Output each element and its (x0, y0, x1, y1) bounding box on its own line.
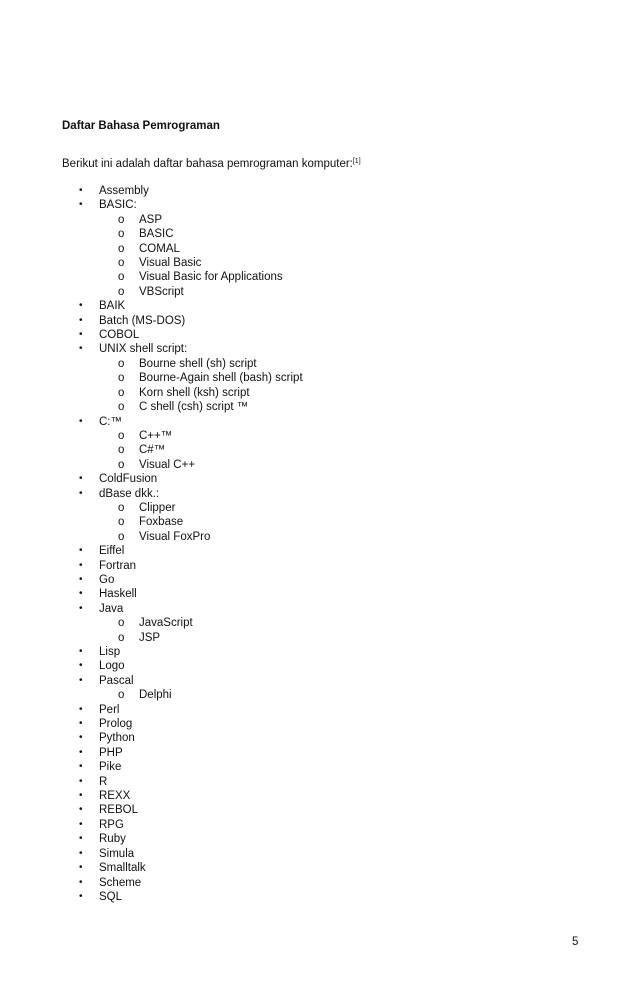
bullet-icon: • (79, 588, 83, 600)
sub-list-item (0, 256, 638, 270)
list-item-label: PHP (99, 746, 123, 759)
sub-list-item (0, 371, 638, 385)
list-item-label: REBOL (99, 804, 138, 817)
list-item-label: Ruby (99, 833, 126, 846)
list-item (0, 803, 638, 817)
list-item-label: Batch (MS-DOS) (99, 314, 186, 327)
list-item (0, 847, 638, 861)
list-item (0, 559, 638, 573)
circle-bullet-icon: o (118, 213, 125, 226)
circle-bullet-icon: o (118, 372, 125, 385)
bullet-icon: • (79, 761, 83, 773)
bullet-icon: • (79, 660, 83, 672)
list-item (0, 184, 638, 198)
sub-list-item (0, 400, 638, 414)
sub-list-item (0, 227, 638, 241)
sub-list-item (0, 458, 638, 472)
bullet-icon: • (79, 847, 83, 859)
list-item-label: Eiffel (99, 545, 125, 558)
list-item-label: BAIK (99, 300, 126, 313)
circle-bullet-icon: o (118, 357, 125, 370)
page-heading: Daftar Bahasa Pemrograman (62, 120, 220, 132)
bullet-icon: • (79, 862, 83, 874)
sub-list-item (0, 285, 638, 299)
bullet-icon: • (79, 559, 83, 571)
sub-list-item-label: VBScript (139, 285, 184, 298)
intro-text: Berikut ini adalah daftar bahasa pemrograman komputer: (62, 158, 353, 170)
sub-list (99, 429, 638, 472)
list-item (0, 659, 638, 673)
list-item-label: Logo (99, 660, 125, 673)
sub-list (99, 616, 638, 645)
list-item (0, 674, 638, 703)
list-item (0, 198, 638, 299)
sub-list-item-label: COMAL (139, 242, 180, 255)
sub-list-item-label: C shell (csh) script ™ (139, 401, 249, 414)
bullet-icon: • (79, 343, 83, 355)
sub-list-item-label: BASIC (139, 228, 174, 241)
list-item (0, 544, 638, 558)
intro-paragraph (62, 155, 361, 171)
sub-list-item (0, 357, 638, 371)
sub-list-item-label: C++™ (139, 429, 173, 442)
bullet-icon: • (79, 314, 83, 326)
circle-bullet-icon: o (118, 689, 125, 702)
list-item-label: RPG (99, 818, 124, 831)
sub-list-item (0, 386, 638, 400)
bullet-icon: • (79, 833, 83, 845)
list-item-label: Lisp (99, 646, 121, 658)
list-item (0, 717, 638, 731)
sub-list-item-label: Korn shell (ksh) script (139, 386, 250, 399)
circle-bullet-icon: o (118, 386, 125, 399)
circle-bullet-icon: o (118, 401, 125, 414)
list-item (0, 415, 638, 473)
circle-bullet-icon: o (118, 271, 125, 284)
sub-list-item (0, 616, 638, 630)
bullet-icon: • (79, 545, 83, 557)
bullet-icon: • (79, 746, 83, 758)
sub-list (99, 501, 638, 544)
sub-list-item (0, 631, 638, 645)
bullet-icon: • (79, 790, 83, 802)
list-item (0, 731, 638, 745)
list-item (0, 760, 638, 774)
list-item-label: Fortran (99, 559, 137, 572)
circle-bullet-icon: o (118, 228, 125, 241)
circle-bullet-icon: o (118, 242, 125, 255)
sub-list (99, 688, 638, 702)
sub-list-item (0, 515, 638, 529)
sub-list-item-label: Bourne shell (sh) script (139, 357, 257, 370)
list-item-label: Scheme (99, 876, 142, 889)
bullet-icon: • (79, 473, 83, 485)
sub-list (99, 357, 638, 415)
list-item (0, 299, 638, 313)
circle-bullet-icon: o (118, 257, 125, 270)
list-item-label: dBase dkk.: (99, 487, 160, 500)
bullet-icon: • (79, 703, 83, 715)
list-item-label: Prolog (99, 718, 133, 731)
bullet-icon: • (79, 185, 83, 196)
circle-bullet-icon: o (118, 516, 125, 529)
list-item (0, 818, 638, 832)
list-item-label: Perl (99, 703, 120, 716)
list-item (0, 602, 638, 645)
list-item (0, 832, 638, 846)
list-item (0, 314, 638, 328)
circle-bullet-icon: o (118, 501, 125, 514)
circle-bullet-icon: o (118, 631, 125, 644)
bullet-icon: • (79, 732, 83, 744)
bullet-icon: • (79, 818, 83, 830)
sub-list-item (0, 429, 638, 443)
list-item (0, 876, 638, 890)
bullet-icon: • (79, 646, 83, 657)
sub-list-item (0, 270, 638, 284)
list-item (0, 789, 638, 803)
bullet-icon: • (79, 199, 83, 211)
list-item (0, 775, 638, 789)
sub-list (99, 213, 638, 299)
sub-list-item-label: ASP (139, 213, 163, 226)
sub-list-item-label: JavaScript (139, 617, 193, 630)
list-item-label: Pike (99, 761, 122, 774)
circle-bullet-icon: o (118, 458, 125, 471)
list-item (0, 573, 638, 587)
bullet-icon: • (79, 573, 83, 585)
list-item (0, 890, 638, 904)
bullet-icon: • (79, 329, 83, 341)
list-item (0, 861, 638, 875)
sub-list-item (0, 501, 638, 515)
sub-list-item (0, 688, 638, 702)
list-item-label: UNIX shell script: (99, 343, 188, 356)
sub-list-item-label: Visual FoxPro (139, 530, 211, 543)
list-item (0, 472, 638, 486)
list-item-label: BASIC: (99, 199, 137, 212)
list-item-label: REXX (99, 790, 131, 803)
bullet-icon: • (79, 674, 83, 686)
bullet-icon: • (79, 487, 83, 499)
list-item (0, 328, 638, 342)
sub-list-item (0, 443, 638, 457)
sub-list-item (0, 242, 638, 256)
bullet-icon: • (79, 804, 83, 816)
list-item-label: C:™ (99, 415, 122, 428)
sub-list-item-label: Visual Basic for Applications (139, 271, 283, 284)
bullet-icon: • (79, 876, 83, 888)
sub-list-item-label: Foxbase (139, 516, 184, 529)
list-item-label: Assembly (99, 185, 149, 197)
list-item-label: Java (99, 602, 124, 615)
bullet-icon: • (79, 890, 83, 902)
list-item (0, 342, 638, 414)
list-item-label: COBOL (99, 329, 140, 342)
list-item-label: ColdFusion (99, 473, 158, 486)
circle-bullet-icon: o (118, 285, 125, 298)
list-item (0, 487, 638, 545)
bullet-icon: • (79, 415, 83, 427)
list-item (0, 703, 638, 717)
bullet-icon: • (79, 300, 83, 312)
bullet-icon: • (79, 775, 83, 787)
sub-list-item-label: C#™ (139, 444, 166, 457)
sub-list-item-label: JSP (139, 631, 161, 644)
bullet-icon: • (79, 718, 83, 730)
sub-list-item (0, 213, 638, 227)
reference-link[interactable]: [1] (352, 158, 361, 165)
list-item-label: SQL (99, 890, 123, 903)
list-item-label: Simula (99, 847, 135, 860)
list-item (0, 645, 638, 659)
list-item-label: Pascal (99, 674, 134, 687)
page-number: 5 (572, 936, 579, 948)
sub-list-item-label: Visual C++ (139, 458, 196, 471)
circle-bullet-icon: o (118, 530, 125, 543)
sub-list-item-label: Bourne-Again shell (bash) script (139, 372, 303, 385)
circle-bullet-icon: o (118, 429, 125, 442)
list-item-label: Python (99, 732, 135, 745)
sub-list-item (0, 530, 638, 544)
list-item-label: Smalltalk (99, 862, 146, 875)
sub-list-item-label: Delphi (139, 689, 172, 702)
list-item (0, 587, 638, 601)
circle-bullet-icon: o (118, 617, 125, 630)
circle-bullet-icon: o (118, 444, 125, 457)
language-list (0, 184, 638, 904)
sub-list-item-label: Clipper (139, 501, 176, 514)
list-item (0, 746, 638, 760)
list-item-label: R (99, 775, 108, 788)
list-item-label: Haskell (99, 588, 137, 601)
list-item-label: Go (99, 573, 115, 586)
sub-list-item-label: Visual Basic (139, 257, 202, 270)
bullet-icon: • (79, 602, 83, 614)
